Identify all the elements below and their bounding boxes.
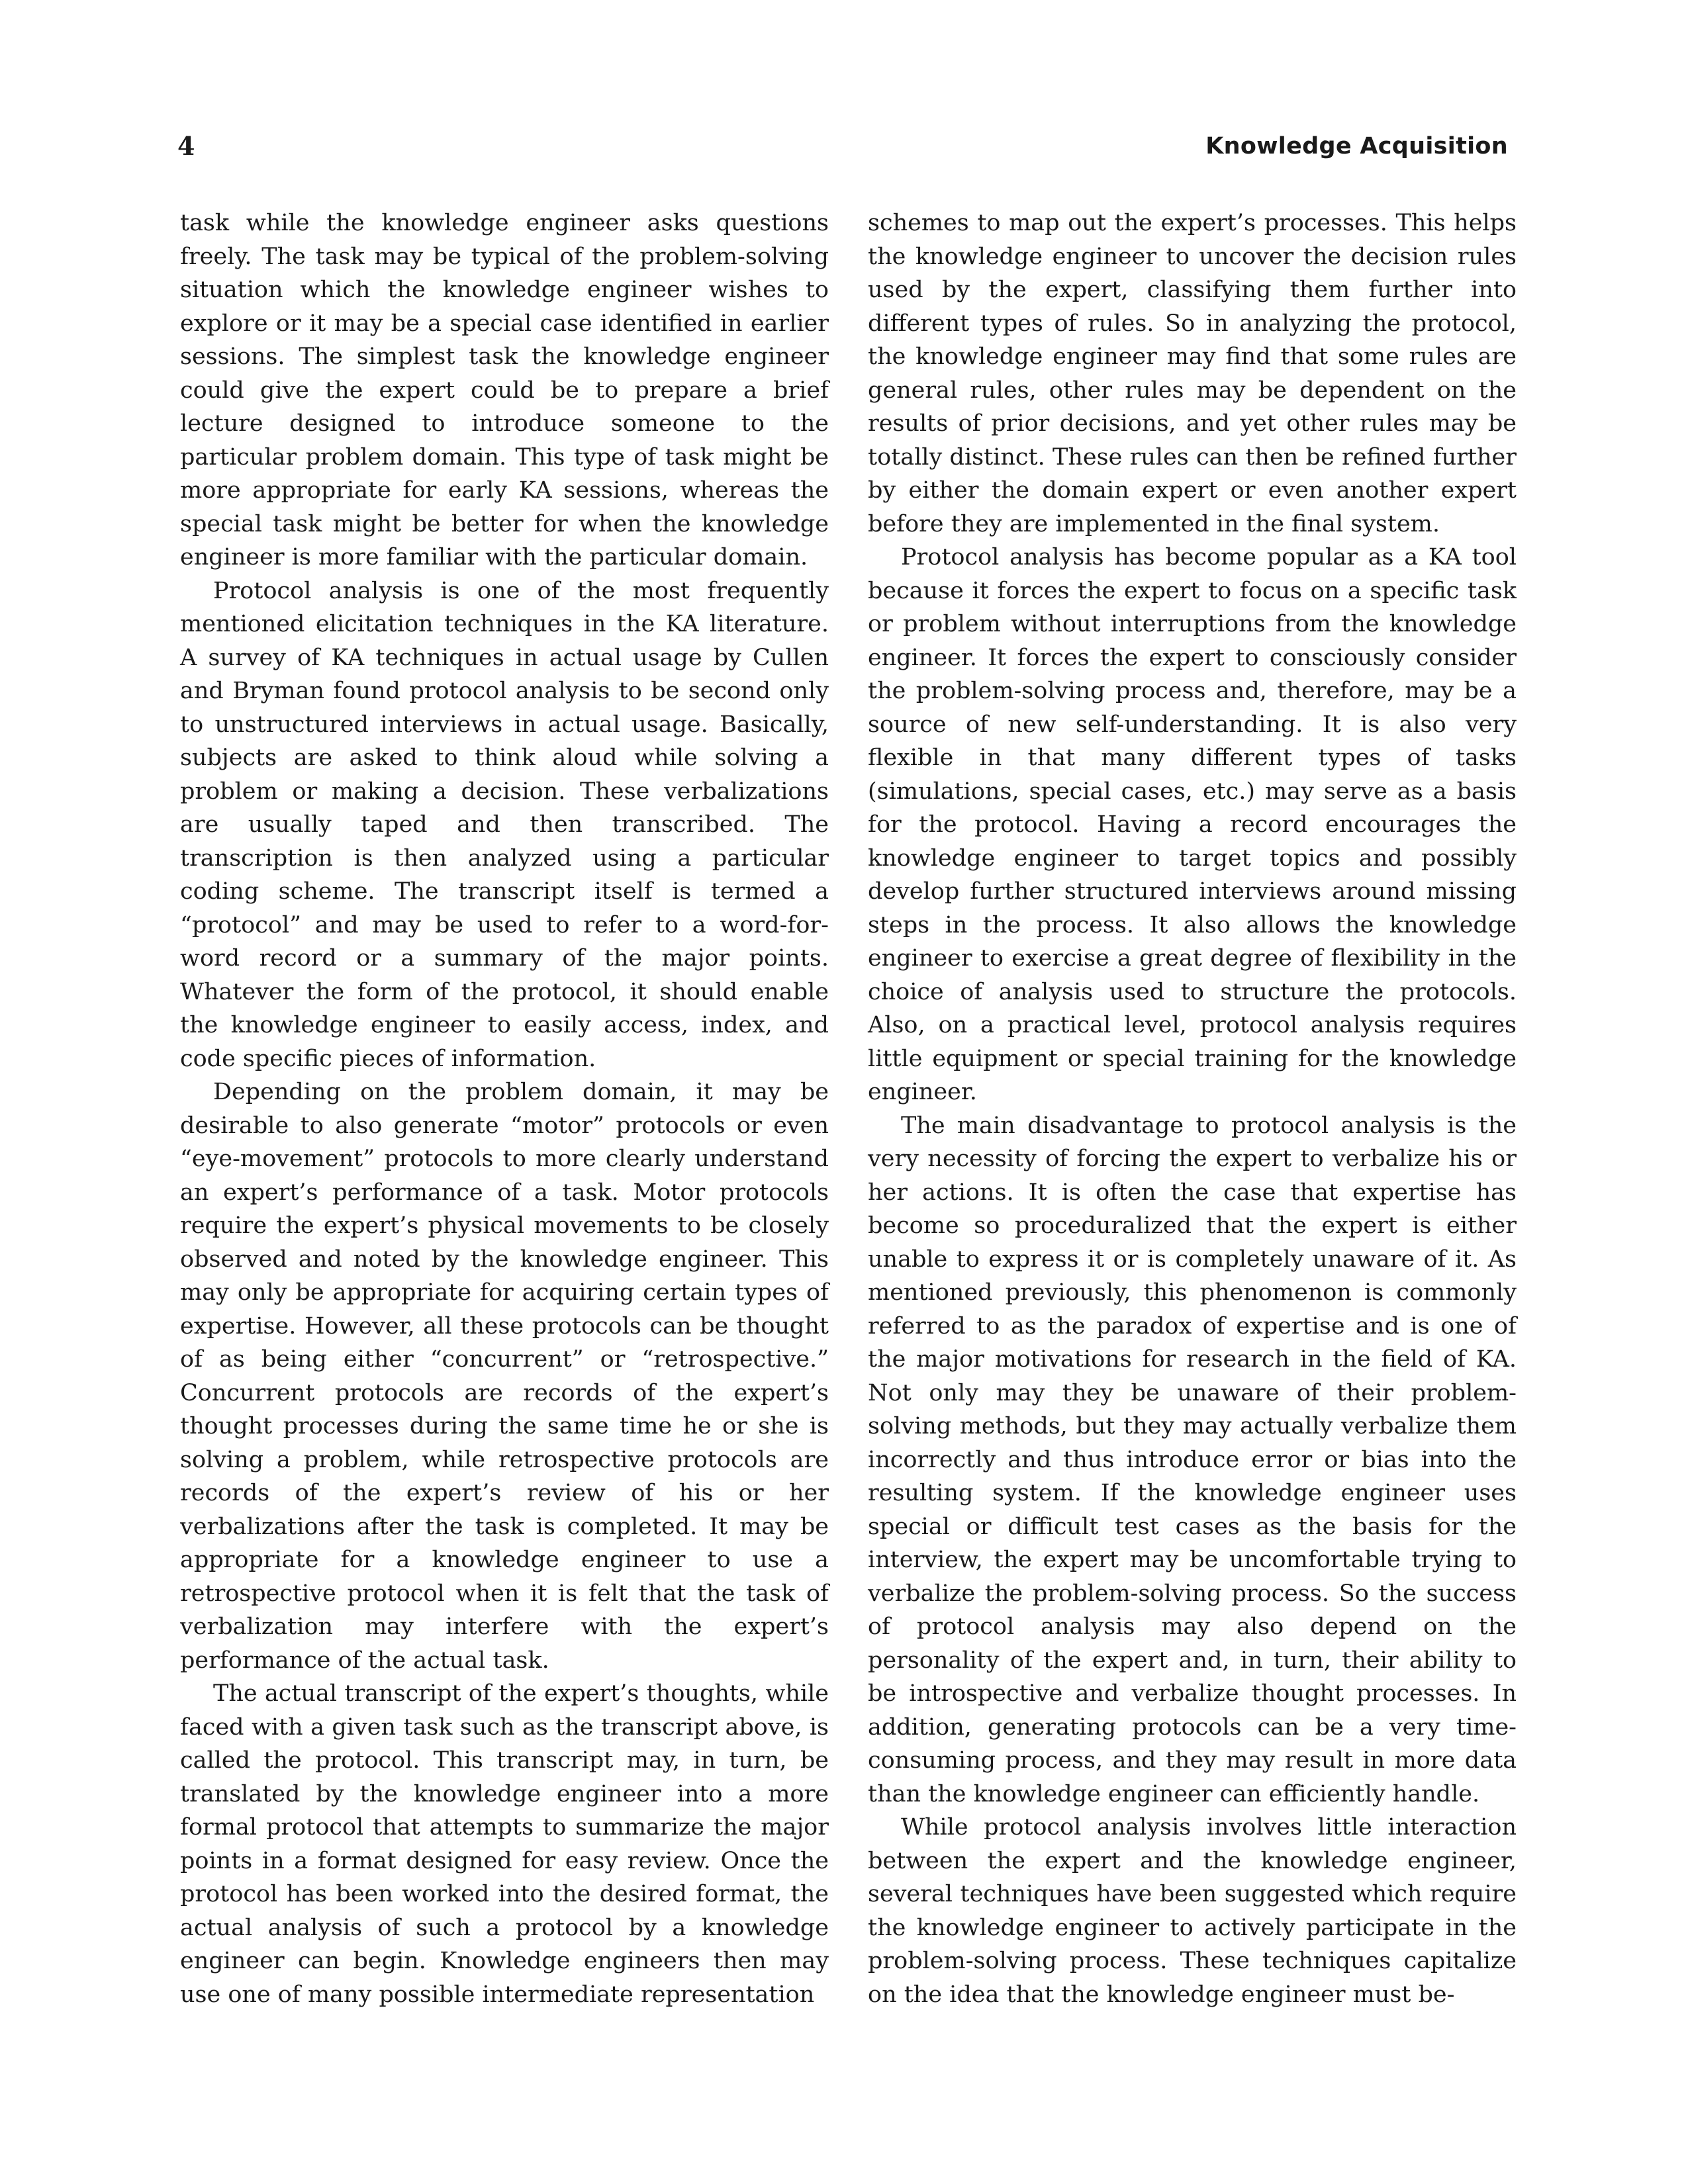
paragraph: Protocol analysis has become popular as a KA tool because it forces the expert to focus on a specific task or problem without interruptions from the knowledge engineer. It forces the expert to consciously consider the problem-solving process and, therefore, may be a source of new self-understanding. It is also very flexible in that many different types of tasks (simulations, special cases, etc.) may serve as a basis for the protocol. Having a record encourages the knowledge engineer to target topics and possibly develop further structured interviews around missing steps in the process. It also allows the knowledge engineer to exercise a great degree of flexibility in the choice of analysis used to structure the protocols. Also, on a practical level, protocol analysis requires little equipment or special training for the knowledge engineer.	[868, 544, 1517, 1105]
paragraph: task while the knowledge engineer asks questions freely. The task may be typical of the problem-solving situation which the knowledge engineer wishes to explore or it may be a special case identified in earlier sessions. The simplest task the knowledge engineer could give the expert could be to prepare a brief lecture designed to introduce someone to the particular problem domain. This type of task might be more appropriate for early KA sessions, whereas the special task might be better for when the knowledge engineer is more familiar with the particular domain.	[180, 210, 829, 570]
paragraph: Depending on the problem domain, it may be desirable to also generate “motor” protocols or even “eye-movement” protocols to more clearly understand an expert’s performance of a task. Motor protocols require the expert’s physical movements to be closely observed and noted by the knowledge engineer. This may only be appropriate for acquiring certain types of expertise. However, all these protocols can be thought of as being either “concurrent” or “retrospective.” Concurrent protocols are records of the expert’s thought processes during the same time he or she is solving a problem, while retrospective protocols are records of the expert’s review of his or her verbalizations after the task is completed. It may be appropriate for a knowledge engineer to use a retrospective protocol when it is felt that the task of verbalization may interfere with the expert’s performance of the actual task.	[180, 1079, 829, 1674]
paragraph: The main disadvantage to protocol analysis is the very necessity of forcing the expert to verbalize his or her actions. It is often the case that expertise has become so proceduralized that the expert is either unable to express it or is completely unaware of it. As mentioned previously, this phenomenon is commonly referred to as the paradox of expertise and is one of the major motivations for research in the field of KA. Not only may they be unaware of their problem-solving methods, but they may actually verbalize them incorrectly and thus introduce error or bias into the resulting system. If the knowledge engineer uses special or difficult test cases as the basis for the interview, the expert may be uncomfortable trying to verbalize the problem-solving process. So the success of protocol analysis may also depend on the personality of the expert and, in turn, their ability to be introspective and verbalize thought processes. In addition, generating protocols can be a very time-consuming process, and they may result in more data than the knowledge engineer can efficiently handle.	[868, 1112, 1517, 1807]
right-column	[868, 206, 1517, 2011]
paragraph: The actual transcript of the expert’s thoughts, while faced with a given task such as the transcript above, is called the protocol. This transcript may, in turn, be translated by the knowledge engineer into a more formal protocol that attempts to summarize the major points in a format designed for easy review. Once the protocol has been worked into the desired format, the actual analysis of such a protocol by a knowledge engineer can begin. Knowledge engineers then may use one of many possible intermediate representation	[180, 1680, 829, 2008]
page-number: 4	[177, 131, 195, 161]
paragraph: Protocol analysis is one of the most frequently mentioned elicitation techniques in the KA literature. A survey of KA techniques in actual usage by Cullen and Bryman found protocol analysis to be second only to unstructured interviews in actual usage. Basically, subjects are asked to think aloud while solving a problem or making a decision. These verbalizations are usually taped and then transcribed. The transcription is then analyzed using a particular coding scheme. The transcript itself is termed a “protocol” and may be used to refer to a word-for-word record or a summary of the major points. Whatever the form of the protocol, it should enable the knowledge engineer to easily access, index, and code specific pieces of information.	[180, 577, 829, 1072]
paragraph: While protocol analysis involves little interaction between the expert and the knowledge engineer, several techniques have been suggested which require the knowledge engineer to actively participate in the problem-solving process. These techniques capitalize on the idea that the knowledge engineer must be-	[868, 1814, 1517, 2008]
paragraph: schemes to map out the expert’s processes. This helps the knowledge engineer to uncover the decision rules used by the expert, classifying them further into different types of rules. So in analyzing the protocol, the knowledge engineer may find that some rules are general rules, other rules may be dependent on the results of prior decisions, and yet other rules may be totally distinct. These rules can then be refined further by either the domain expert or even another expert before they are implemented in the final system.	[868, 210, 1517, 537]
running-title: Knowledge Acquisition	[1205, 133, 1508, 159]
left-column	[180, 206, 829, 2011]
